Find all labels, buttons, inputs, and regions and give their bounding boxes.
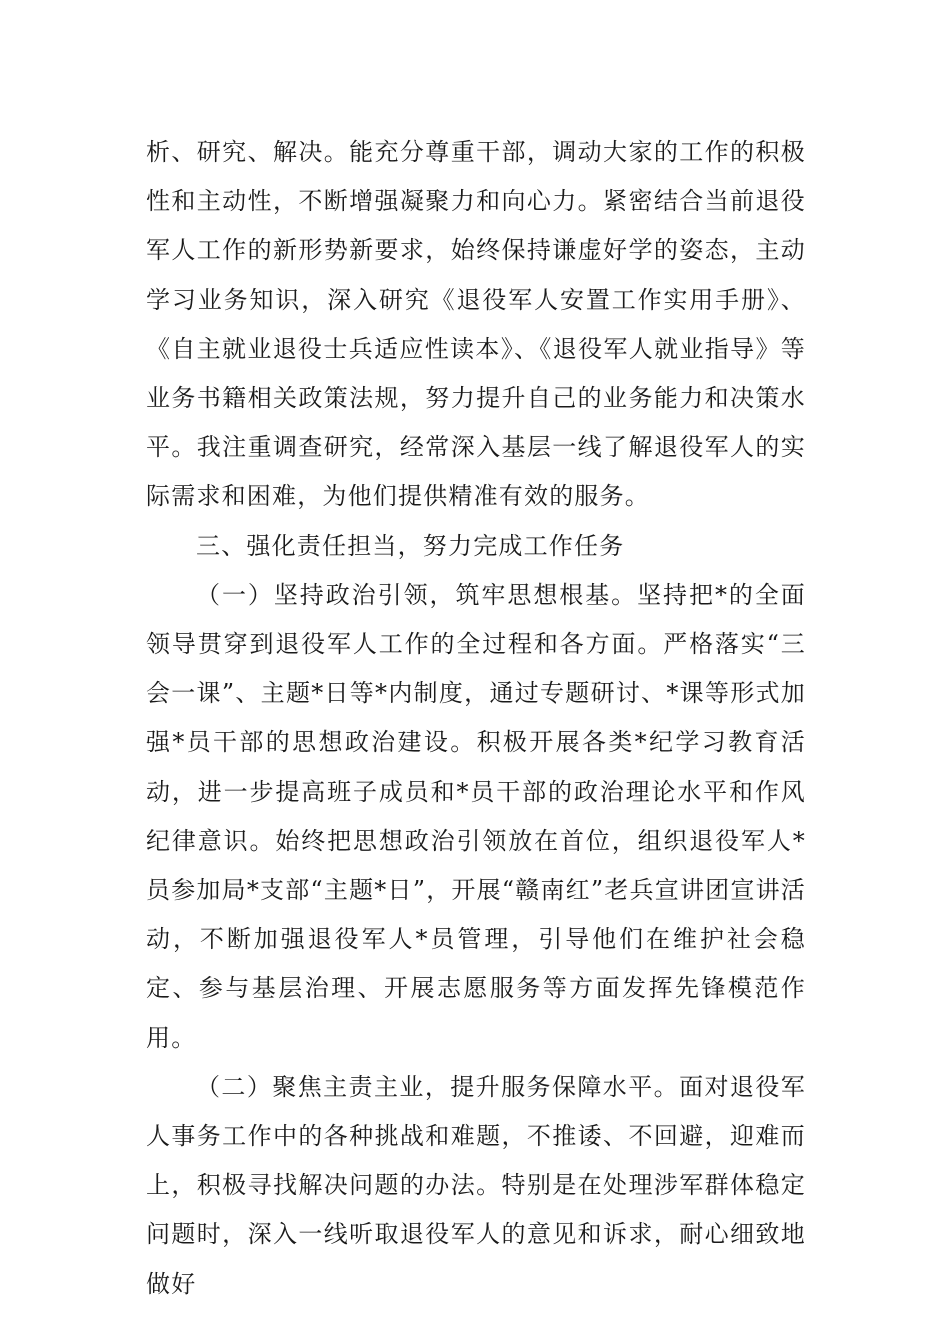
section-heading-3: 三、强化责任担当，努力完成工作任务 [196, 531, 625, 560]
paragraph-continued: 析、研究、解决。能充分尊重干部，调动大家的工作的积极性和主动性，不断增强凝聚力和向心力。紧密结合当前退役军人工作的新形势新要求，始终保持谦虚好学的姿态，主动学习业务知识，深入研究《退役军人安置工作实用手册》、《自主就业退役士兵适应性读本》、《退役军人就业指导》等业务书籍相关政策法规，努力提升自己的业务能力和决策水平。我注重调查研究，经常深入基层一线了解退役军人的实际需求和困难，为他们提供精准有效的服务。 [146, 138, 806, 511]
paragraph-subsection-2: （二）聚焦主责主业，提升服务保障水平。面对退役军人事务工作中的各种挑战和难题，不推诿、不回避，迎难而上，积极寻找解决问题的办法。特别是在处理涉军群体稳定问题时，深入一线听取退役军人的意见和诉求，耐心细致地做好 [146, 1072, 806, 1298]
document-body [146, 128, 806, 1309]
paragraph-subsection-1: （一）坚持政治引领，筑牢思想根基。坚持把*的全面领导贯穿到退役军人工作的全过程和各方面。严格落实“三会一课”、主题*日等*内制度，通过专题研讨、*课等形式加强*员干部的思想政治建设。积极开展各类*纪学习教育活动，进一步提高班子成员和*员干部的政治理论水平和作风纪律意识。始终把思想政治引领放在首位，组织退役军人*员参加局*支部“主题*日”，开展“赣南红”老兵宣讲团宣讲活动，不断加强退役军人*员管理，引导他们在维护社会稳定、参与基层治理、开展志愿服务等方面发挥先锋模范作用。 [146, 580, 806, 1052]
